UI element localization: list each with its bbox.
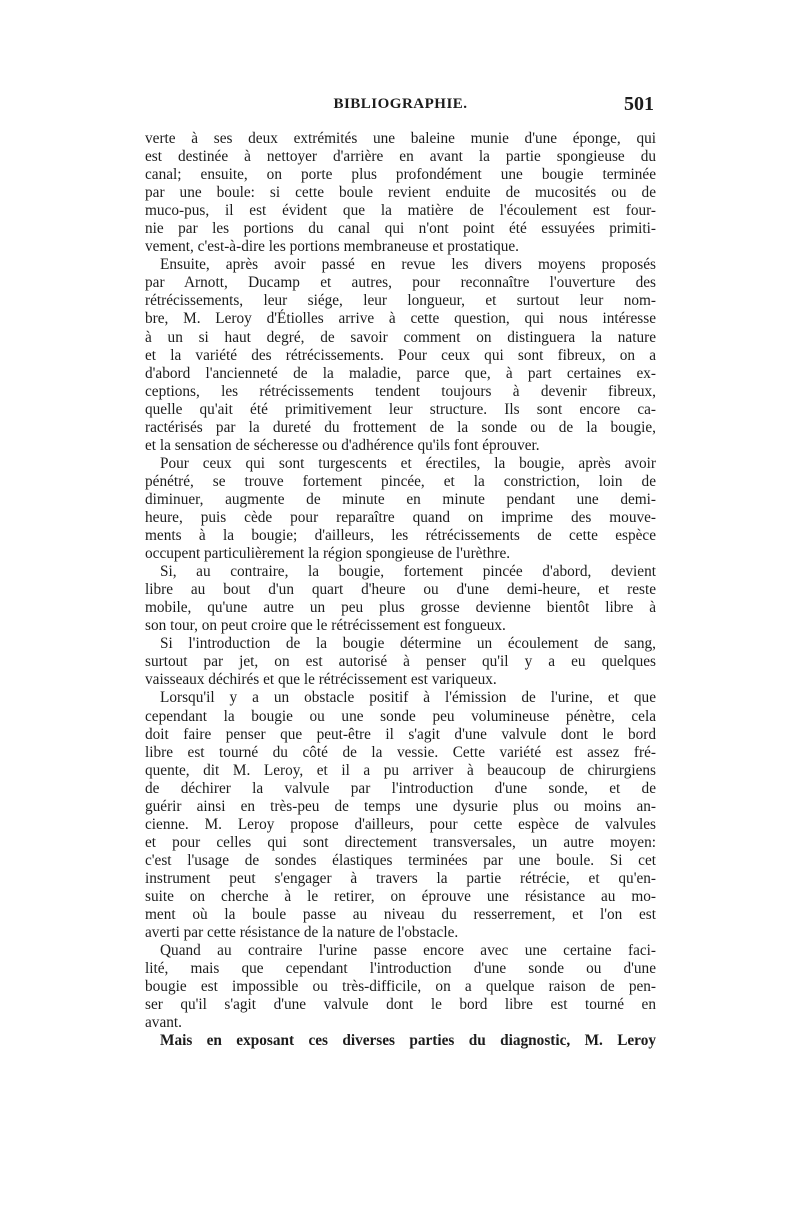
text-line: surtout par jet, on est autorisé à penser qu'il y a eu quelques (145, 653, 656, 671)
text-line: muco-pus, il est évident que la matière de l'écoulement est four- (145, 202, 656, 220)
text-line: Ensuite, après avoir passé en revue les divers moyens proposés (160, 256, 656, 274)
text-line: lité, mais que cependant l'introduction d'une sonde ou d'une (145, 960, 656, 978)
text-line: guérir ainsi en très-peu de temps une dysurie plus ou moins an- (145, 797, 656, 815)
text-line: ractérisés par la dureté du frottement de la sonde ou de la bougie, (145, 418, 656, 436)
text-line: canal; ensuite, on porte plus profondément une bougie terminée (145, 166, 656, 184)
text-line: Si l'introduction de la bougie détermine un écoulement de sang, (160, 635, 656, 653)
text-line: Mais en exposant ces diverses parties du diagnostic, M. Leroy (160, 1032, 656, 1050)
text-line: et la sensation de sécheresse ou d'adhérence qu'ils font éprouver. (145, 436, 540, 454)
text-line: doit faire penser que peut-être il s'agit d'une valvule dont le bord (145, 725, 656, 743)
text-line: par une boule: si cette boule revient enduite de mucosités ou de (145, 184, 656, 202)
text-line: libre est tourné du côté de la vessie. Cette variété est assez fré- (145, 743, 656, 761)
book-page (145, 93, 656, 1050)
text-line: ments à la bougie; d'ailleurs, les rétrécissements de cette espèce (145, 527, 656, 545)
text-line: bre, M. Leroy d'Étiolles arrive à cette question, qui nous intéresse (145, 310, 656, 328)
text-line: diminuer, augmente de minute en minute pendant une demi- (145, 490, 656, 508)
text-line: Si, au contraire, la bougie, fortement pincée d'abord, devient (160, 563, 656, 581)
text-line: et la variété des rétrécissements. Pour ceux qui sont fibreux, on a (145, 346, 656, 364)
text-line: instrument peut s'engager à travers la partie rétrécie, et qu'en- (145, 869, 656, 887)
text-line: mobile, qu'une autre un peu plus grosse devienne bientôt libre à (145, 599, 656, 617)
page-number: 501 (624, 93, 654, 115)
text-line: cependant la bougie ou une sonde peu volumineuse pénètre, cela (145, 707, 656, 725)
text-line: Quand au contraire l'urine passe encore avec une certaine faci- (160, 942, 656, 960)
text-line: son tour, on peut croire que le rétrécissement est fongueux. (145, 617, 506, 635)
text-line: nie par les portions du canal qui n'ont point été essuyées primiti- (145, 220, 656, 238)
text-line: par Arnott, Ducamp et autres, pour reconnaître l'ouverture des (145, 274, 656, 292)
text-line: de déchirer la valvule par l'introduction d'une sonde, et de (145, 779, 656, 797)
text-line: suite on cherche à le retirer, on éprouve une résistance au mo- (145, 887, 656, 905)
page-header (145, 93, 656, 130)
text-line: vement, c'est-à-dire les portions membraneuse et prostatique. (145, 238, 520, 256)
text-line: est destinée à nettoyer d'arrière en avant la partie spongieuse du (145, 148, 656, 166)
text-line: rétrécissements, leur siége, leur longueur, et surtout leur nom- (145, 292, 656, 310)
text-line: bougie est impossible ou très-difficile, on a quelque raison de pen- (145, 978, 656, 996)
text-line: et pour celles qui sont directement transversales, un autre moyen: (145, 833, 656, 851)
text-line: d'abord l'ancienneté de la maladie, parce que, à part certaines ex- (145, 364, 656, 382)
text-line: ceptions, les rétrécissements tendent toujours à devenir fibreux, (145, 382, 656, 400)
text-line: Pour ceux qui sont turgescents et érectiles, la bougie, après avoir (160, 454, 656, 472)
text-line: averti par cette résistance de la nature de l'obstacle. (145, 924, 459, 942)
running-head: BIBLIOGRAPHIE. (333, 96, 468, 112)
text-line: avant. (145, 1014, 182, 1032)
text-line: Lorsqu'il y a un obstacle positif à l'émission de l'urine, et que (160, 689, 656, 707)
text-line: quente, dit M. Leroy, et il a pu arriver à beaucoup de chirurgiens (145, 761, 656, 779)
text-line: occupent particulièrement la région spongieuse de l'urèthre. (145, 545, 511, 563)
text-line: c'est l'usage de sondes élastiques terminées par une boule. Si cet (145, 851, 656, 869)
body-text (145, 130, 656, 1050)
text-line: vaisseaux déchirés et que le rétrécissement est variqueux. (145, 671, 497, 689)
text-line: libre au bout d'un quart d'heure ou d'une demi-heure, et reste (145, 581, 656, 599)
text-line: pénétré, se trouve fortement pincée, et la constriction, loin de (145, 472, 656, 490)
text-line: quelle qu'ait été primitivement leur structure. Ils sont encore ca- (145, 400, 656, 418)
text-line: ser qu'il s'agit d'une valvule dont le bord libre est tourné en (145, 996, 656, 1014)
text-line: à un si haut degré, de savoir comment on distinguera la nature (145, 328, 656, 346)
text-line: verte à ses deux extrémités une baleine munie d'une éponge, qui (145, 130, 656, 147)
text-line: cienne. M. Leroy propose d'ailleurs, pour cette espèce de valvules (145, 815, 656, 833)
text-line: heure, puis cède pour reparaître quand on imprime des mouve- (145, 508, 656, 526)
text-line: ment où la boule passe au niveau du resserrement, et l'on est (145, 906, 656, 924)
